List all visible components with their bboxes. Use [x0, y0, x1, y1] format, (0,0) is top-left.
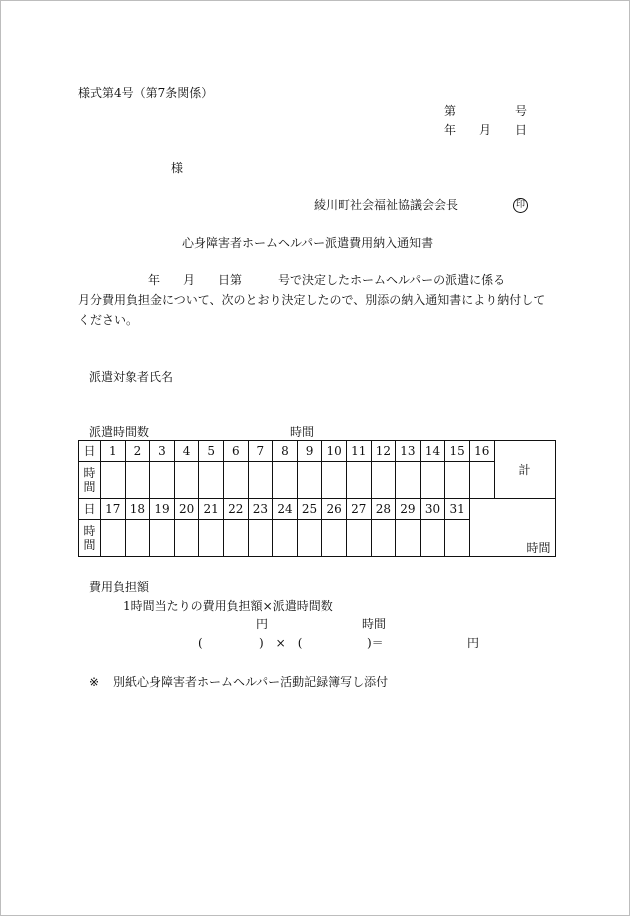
time-cell[interactable] — [469, 462, 494, 499]
time-cell[interactable] — [297, 520, 322, 557]
time-cell[interactable] — [273, 520, 298, 557]
day-cell: 22 — [223, 499, 248, 520]
day-cell: 9 — [297, 441, 322, 462]
seal-stamp: 印 — [513, 198, 528, 213]
time-cell[interactable] — [273, 462, 298, 499]
day-cell: 15 — [445, 441, 470, 462]
time-header — [79, 462, 101, 499]
hours-unit: 時間 — [290, 425, 315, 439]
day-row-1 — [79, 441, 556, 462]
cost-formula: 1時間当たりの費用負担額×派遣時間数 — [123, 599, 333, 613]
time-cell[interactable] — [445, 520, 470, 557]
body-year: 年 — [148, 273, 161, 287]
day-cell: 3 — [150, 441, 175, 462]
day-header: 日 — [79, 499, 101, 520]
day-cell: 4 — [174, 441, 199, 462]
day-cell: 31 — [445, 499, 470, 520]
cost-label: 費用負担額 — [89, 580, 150, 594]
day-row-2 — [79, 499, 556, 520]
time-cell[interactable] — [420, 520, 445, 557]
time-cell[interactable] — [322, 520, 347, 557]
result-unit: 円 — [467, 636, 480, 650]
day-cell: 30 — [420, 499, 445, 520]
day-header: 日 — [79, 441, 101, 462]
day-cell: 7 — [248, 441, 273, 462]
unit-yen-label: 円 — [256, 617, 269, 631]
time-row-1 — [79, 462, 556, 499]
day-cell: 25 — [297, 499, 322, 520]
addressee-suffix: 様 — [171, 161, 184, 175]
time-cell[interactable] — [125, 520, 150, 557]
form-number: 様式第4号（第7条関係） — [78, 86, 214, 100]
time-cell[interactable] — [396, 520, 421, 557]
time-header-text: 時間 — [83, 466, 96, 494]
time-cell[interactable] — [150, 520, 175, 557]
issuer: 綾川町社会福祉協議会会長 — [314, 198, 459, 212]
day-cell: 18 — [125, 499, 150, 520]
day-cell: 5 — [199, 441, 224, 462]
ref-number-prefix: 第 — [444, 104, 457, 118]
time-cell[interactable] — [346, 462, 371, 499]
time-cell[interactable] — [248, 520, 273, 557]
time-header-text: 時間 — [83, 524, 96, 552]
time-cell[interactable] — [297, 462, 322, 499]
day-cell: 23 — [248, 499, 273, 520]
day-cell: 28 — [371, 499, 396, 520]
time-cell[interactable] — [199, 520, 224, 557]
ref-number-suffix: 号 — [515, 104, 528, 118]
body-month: 月 — [183, 273, 196, 287]
day-cell: 6 — [223, 441, 248, 462]
time-cell[interactable] — [248, 462, 273, 499]
day-cell: 10 — [322, 441, 347, 462]
day-cell: 29 — [396, 499, 421, 520]
hours-label: 派遣時間数 — [89, 425, 150, 439]
open-paren: ( — [198, 636, 203, 650]
total-hours-cell[interactable] — [469, 499, 555, 557]
day-cell: 13 — [396, 441, 421, 462]
time-cell[interactable] — [174, 462, 199, 499]
time-cell[interactable] — [371, 462, 396, 499]
time-cell[interactable] — [371, 520, 396, 557]
total-label: 計 — [494, 441, 555, 499]
date-day: 日 — [515, 123, 528, 137]
day-cell: 19 — [150, 499, 175, 520]
time-cell[interactable] — [223, 462, 248, 499]
time-cell[interactable] — [199, 462, 224, 499]
day-cell: 14 — [420, 441, 445, 462]
recipient-label: 派遣対象者氏名 — [89, 370, 174, 384]
date-year: 年 — [444, 123, 457, 137]
time-cell[interactable] — [346, 520, 371, 557]
hours-table — [78, 440, 556, 557]
time-cell[interactable] — [125, 462, 150, 499]
document-title: 心身障害者ホームヘルパー派遣費用納入通知書 — [182, 236, 434, 250]
note-text: 別紙心身障害者ホームヘルパー活動記録簿写し添付 — [113, 675, 389, 689]
time-cell[interactable] — [322, 462, 347, 499]
day-cell: 16 — [469, 441, 494, 462]
time-cell[interactable] — [396, 462, 421, 499]
date-month: 月 — [479, 123, 492, 137]
body-day-no: 日第 — [218, 273, 243, 287]
body-line3: ください。 — [78, 313, 139, 327]
day-cell: 17 — [101, 499, 126, 520]
day-cell: 24 — [273, 499, 298, 520]
body-line2: 月分費用負担金について、次のとおり決定したので、別添の納入通知書により納付して — [78, 293, 546, 307]
day-cell: 20 — [174, 499, 199, 520]
day-cell: 21 — [199, 499, 224, 520]
equals-sign: )＝ — [367, 636, 384, 650]
time-cell[interactable] — [101, 520, 126, 557]
day-cell: 8 — [273, 441, 298, 462]
day-cell: 1 — [101, 441, 126, 462]
total-hours-unit: 時間 — [526, 541, 551, 555]
time-header — [79, 520, 101, 557]
time-cell[interactable] — [223, 520, 248, 557]
time-cell[interactable] — [445, 462, 470, 499]
day-cell: 11 — [346, 441, 371, 462]
day-cell: 12 — [371, 441, 396, 462]
unit-hours-label: 時間 — [362, 617, 387, 631]
day-cell: 27 — [346, 499, 371, 520]
day-cell: 2 — [125, 441, 150, 462]
time-cell[interactable] — [150, 462, 175, 499]
time-cell[interactable] — [420, 462, 445, 499]
note-mark: ※ — [89, 675, 100, 689]
time-cell[interactable] — [101, 462, 126, 499]
multiply-sign: ) × ( — [259, 636, 303, 650]
time-cell[interactable] — [174, 520, 199, 557]
day-cell: 26 — [322, 499, 347, 520]
body-line1: 号で決定したホームヘルパーの派遣に係る — [278, 273, 506, 287]
